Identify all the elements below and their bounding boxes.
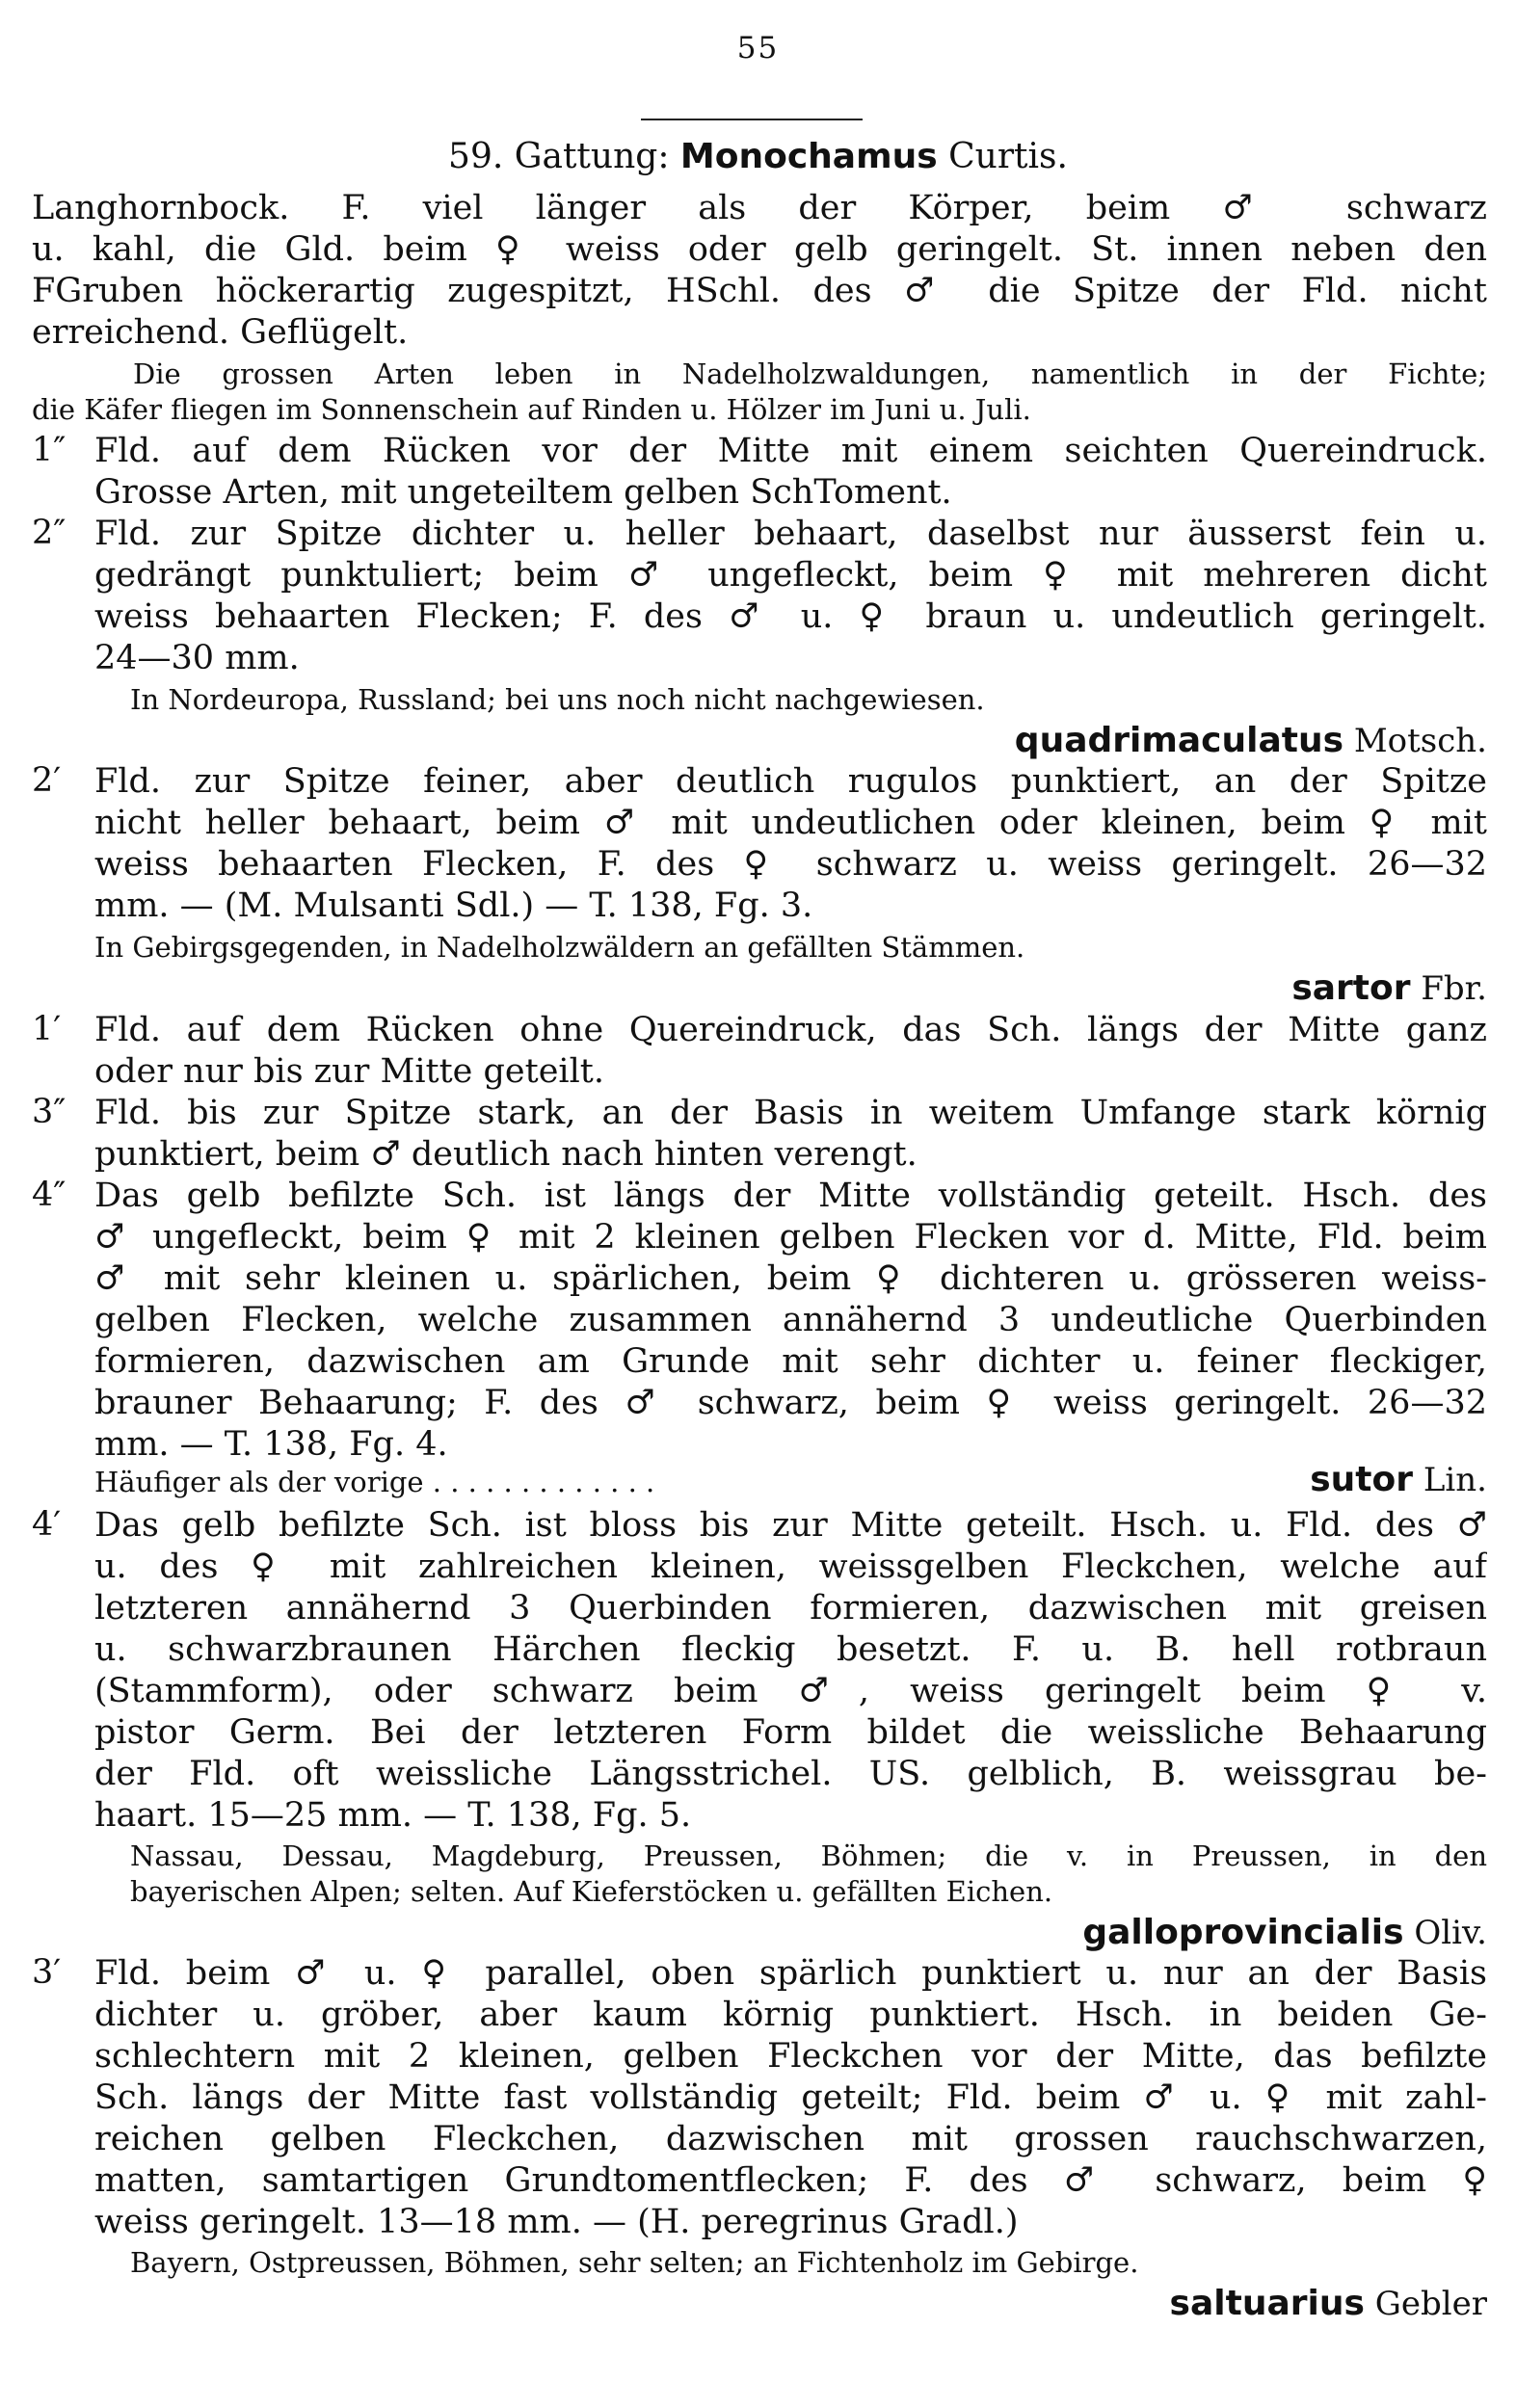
- entry-text: [94, 514, 1487, 679]
- note-line: In Gebirgsgegenden, in Nadelholzwäldern an gefällten Stämmen.: [94, 931, 1025, 964]
- entry-text: [94, 1093, 1487, 1176]
- intro-line: erreichend. Geflügelt.: [32, 313, 409, 352]
- note-line: Bayern, Ostpreussen, Böhmen, sehr selten; an Fichtenholz im Gebirge.: [130, 2246, 1139, 2279]
- entry-line: dichter u. gröber, aber kaum körnig punktiert. Hsch. in beiden Ge-: [94, 1996, 1487, 2034]
- entry-line: ♂ mit sehr kleinen u. spärlichen, beim ♀ dichteren u. grösseren weiss-: [94, 1259, 1487, 1298]
- entry-line: gelben Flecken, welche zusammen annähernd 3 undeutliche Querbinden: [94, 1301, 1487, 1339]
- intro-paragraph: [32, 188, 1487, 354]
- intro-note: [32, 357, 1487, 428]
- entry-line: letzteren annähernd 3 Querbinden formieren, dazwischen mit greisen: [94, 1589, 1487, 1627]
- entry-line: Fld. bis zur Spitze stark, an der Basis in weitem Umfange stark körnig: [94, 1094, 1487, 1132]
- entry-line: schlechtern mit 2 kleinen, gelben Fleckchen vor der Mitte, das befilzte: [94, 2037, 1487, 2076]
- entry-text: [94, 431, 1487, 514]
- entry-line: Fld. zur Spitze dichter u. heller behaart, daselbst nur äusserst fein u.: [94, 515, 1487, 553]
- entry-line: haart. 15—25 mm. — T. 138, Fg. 5.: [94, 1796, 692, 1835]
- entry-line: weiss geringelt. 13—18 mm. — (H. peregrinus Gradl.): [94, 2203, 1019, 2241]
- species-name: galloprovincialis: [1082, 1913, 1404, 1952]
- header-rule: [641, 119, 863, 120]
- intro-line: Langhornbock. F. viel länger als der Körper, beim ♂ schwarz: [32, 189, 1487, 227]
- note-line: Nassau, Dessau, Magdeburg, Preussen, Böhmen; die v. in Preussen, in den: [130, 1839, 1487, 1872]
- entry-line: (Stammform), oder schwarz beim ♂, weiss geringelt beim ♀ v.: [94, 1672, 1487, 1710]
- entry-text: [94, 1505, 1487, 1837]
- entry-line: matten, samtartigen Grundtomentflecken; F. des ♂ schwarz, beim ♀: [94, 2161, 1487, 2200]
- species-name: quadrimaculatus: [1014, 721, 1344, 760]
- entry-text: [94, 761, 1487, 927]
- entry-line: ♂ ungefleckt, beim ♀ mit 2 kleinen gelben Flecken vor d. Mitte, Fld. beim: [94, 1218, 1487, 1257]
- entry-line: Sch. längs der Mitte fast vollständig geteilt; Fld. beim ♂ u. ♀ mit zahl-: [94, 2078, 1487, 2117]
- species-line: [1170, 2284, 1487, 2323]
- entry-line: mm. — (M. Mulsanti Sdl.) — T. 138, Fg. 3.: [94, 886, 813, 925]
- entry-text: [94, 1953, 1487, 2243]
- species-name: saltuarius: [1169, 2284, 1365, 2323]
- entry-number: 2′: [32, 761, 62, 800]
- entry-text: [94, 1010, 1487, 1093]
- entry-line: pistor Germ. Bei der letzteren Form bildet die weissliche Behaarung: [94, 1713, 1487, 1752]
- species-author: Lin.: [1423, 1461, 1487, 1499]
- intro-line: u. kahl, die Gld. beim ♀ weiss oder gelb geringelt. St. innen neben den: [32, 230, 1487, 269]
- entry-line: u. des ♀ mit zahlreichen kleinen, weissgelben Fleckchen, welche auf: [94, 1548, 1487, 1586]
- intro-line: FGruben höckerartig zugespitzt, HSchl. des ♂ die Spitze der Fld. nicht: [32, 272, 1487, 310]
- intro-note-line: Die grossen Arten leben in Nadelholzwaldungen, namentlich in der Fichte;: [133, 357, 1487, 390]
- entry-line: brauner Behaarung; F. des ♂ schwarz, beim ♀ weiss geringelt. 26—32: [94, 1384, 1487, 1422]
- species-line: [1310, 1460, 1487, 1499]
- heading-prefix: 59. Gattung:: [448, 137, 670, 176]
- species-line: [1015, 721, 1487, 760]
- entry-line: Fld. auf dem Rücken vor der Mitte mit einem seichten Quereindruck.: [94, 432, 1487, 470]
- species-author: Oliv.: [1414, 1914, 1487, 1952]
- entry-line: Fld. beim ♂ u. ♀ parallel, oben spärlich punktiert u. nur an der Basis: [94, 1954, 1487, 1993]
- entry-line: weiss behaarten Flecken, F. des ♀ schwarz u. weiss geringelt. 26—32: [94, 845, 1487, 884]
- entry-line: reichen gelben Fleckchen, dazwischen mit grossen rauchschwarzen,: [94, 2120, 1487, 2158]
- entry-line: Grosse Arten, mit ungeteiltem gelben SchToment.: [94, 473, 952, 512]
- entry-number: 3′: [32, 1953, 62, 1992]
- entry-line: formieren, dazwischen am Grunde mit sehr dichter u. feiner fleckiger,: [94, 1342, 1487, 1381]
- entry-note: [130, 2245, 1487, 2281]
- entry-number: 1′: [32, 1010, 62, 1048]
- species-line: [1291, 968, 1487, 1008]
- entry-line: nicht heller behaart, beim ♂ mit undeutlichen oder kleinen, beim ♀ mit: [94, 804, 1487, 842]
- page-number: 55: [736, 31, 780, 66]
- entry-note: [130, 682, 1487, 718]
- entry-line: u. schwarzbraunen Härchen fleckig besetzt. F. u. B. hell rotbraun: [94, 1630, 1487, 1669]
- entry-line: punktiert, beim ♂ deutlich nach hinten verengt.: [94, 1135, 918, 1174]
- entry-line: gedrängt punktuliert; beim ♂ ungefleckt, beim ♀ mit mehreren dicht: [94, 556, 1487, 595]
- genus-author: Curtis.: [948, 137, 1068, 176]
- entry-line: Das gelb befilzte Sch. ist bloss bis zur Mitte geteilt. Hsch. u. Fld. des ♂: [94, 1506, 1487, 1545]
- species-author: Motsch.: [1353, 722, 1487, 760]
- entry-note: [94, 930, 1487, 966]
- note-line: bayerischen Alpen; selten. Auf Kieferstöcken u. gefällten Eichen.: [130, 1875, 1053, 1908]
- entry-line: weiss behaarten Flecken; F. des ♂ u. ♀ braun u. undeutlich geringelt.: [94, 597, 1487, 636]
- entry-number: 4′: [32, 1505, 62, 1544]
- species-author: Fbr.: [1421, 969, 1487, 1008]
- species-name: sartor: [1291, 968, 1411, 1008]
- entry-number: 1″: [32, 431, 66, 469]
- entry-line: mm. — T. 138, Fg. 4.: [94, 1425, 448, 1464]
- entry-note: [130, 1839, 1487, 1910]
- note-line: Häufiger als der vorige . . . . . . . . . . . . .: [94, 1466, 655, 1498]
- entry-number: 3″: [32, 1093, 66, 1131]
- entry-number: 4″: [32, 1176, 66, 1214]
- intro-note-line: die Käfer fliegen im Sonnenschein auf Rinden u. Hölzer im Juni u. Juli.: [32, 393, 1031, 426]
- entry-line: 24—30 mm.: [94, 639, 300, 677]
- entry-line: Fld. auf dem Rücken ohne Quereindruck, das Sch. längs der Mitte ganz: [94, 1011, 1487, 1049]
- genus-name: Monochamus: [679, 137, 938, 176]
- note-line: In Nordeuropa, Russland; bei uns noch nicht nachgewiesen.: [130, 683, 985, 716]
- entry-number: 2″: [32, 514, 66, 552]
- entry-line: der Fld. oft weissliche Längsstrichel. US. gelblich, B. weissgrau be-: [94, 1755, 1487, 1793]
- entry-text: [94, 1176, 1487, 1466]
- entry-line: Fld. zur Spitze feiner, aber deutlich rugulos punktiert, an der Spitze: [94, 762, 1487, 801]
- entry-line: Das gelb befilzte Sch. ist längs der Mitte vollständig geteilt. Hsch. des: [94, 1177, 1487, 1215]
- genus-heading: [0, 137, 1516, 176]
- species-name: sutor: [1310, 1460, 1414, 1499]
- species-author: Gebler: [1374, 2285, 1487, 2323]
- species-line: [1082, 1913, 1487, 1952]
- entry-line: oder nur bis zur Mitte geteilt.: [94, 1052, 604, 1091]
- entry-note: [94, 1465, 1203, 1500]
